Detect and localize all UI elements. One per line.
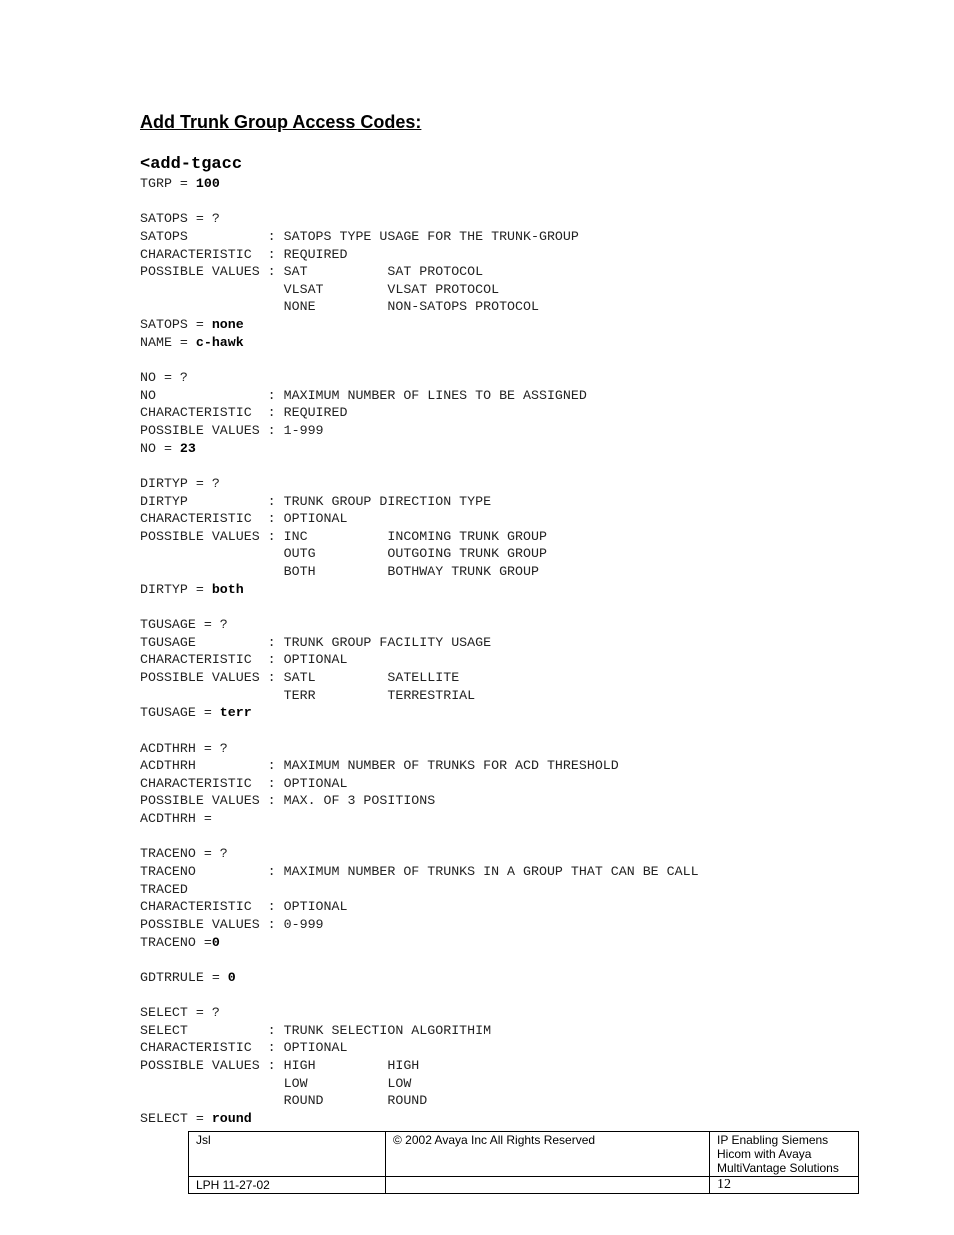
transcript-text: TGUSAGE = ? bbox=[140, 617, 228, 633]
transcript-line bbox=[140, 510, 900, 528]
transcript-text: NAME = bbox=[140, 334, 196, 350]
transcript-text: LOW LOW bbox=[140, 1075, 412, 1091]
transcript-text: TRACENO : MAXIMUM NUMBER OF TRUNKS IN A GROUP THAT CAN BE CALL bbox=[140, 863, 699, 879]
transcript-text: NO = ? bbox=[140, 370, 188, 386]
entered-value: both bbox=[211, 581, 244, 597]
footer-title-line: MultiVantage Solutions bbox=[717, 1161, 839, 1175]
transcript-text: POSSIBLE VALUES : SAT SAT PROTOCOL bbox=[140, 264, 484, 280]
transcript-line bbox=[140, 722, 900, 740]
entered-value: terr bbox=[219, 705, 252, 721]
transcript-line bbox=[140, 704, 900, 722]
transcript-line bbox=[140, 334, 900, 352]
transcript-text: CHARACTERISTIC : REQUIRED bbox=[140, 246, 348, 262]
transcript-line bbox=[140, 1075, 900, 1093]
transcript-text: TGUSAGE = bbox=[140, 705, 220, 721]
transcript-line bbox=[140, 1110, 900, 1128]
transcript-text: NONE NON-SATOPS PROTOCOL bbox=[140, 299, 539, 315]
transcript-text: POSSIBLE VALUES : MAX. OF 3 POSITIONS bbox=[140, 793, 436, 809]
transcript-text: CHARACTERISTIC : OPTIONAL bbox=[140, 511, 348, 527]
transcript-line bbox=[140, 792, 900, 810]
transcript-text: TGUSAGE : TRUNK GROUP FACILITY USAGE bbox=[140, 634, 492, 650]
transcript-text: SATOPS = ? bbox=[140, 211, 220, 227]
transcript-line bbox=[140, 563, 900, 581]
transcript-line bbox=[140, 810, 900, 828]
transcript-text: SELECT : TRUNK SELECTION ALGORITHIM bbox=[140, 1022, 492, 1038]
transcript-text: ACDTHRH = ? bbox=[140, 740, 228, 756]
transcript-text: TRACENO = bbox=[140, 934, 212, 950]
footer-date: LPH 11-27-02 bbox=[189, 1177, 386, 1194]
transcript-line bbox=[140, 651, 900, 669]
transcript-text: NO = bbox=[140, 440, 180, 456]
transcript-text: SELECT = ? bbox=[140, 1005, 220, 1021]
page-footer bbox=[188, 1131, 859, 1194]
entered-value: round bbox=[211, 1110, 252, 1126]
transcript-line bbox=[140, 740, 900, 758]
transcript-line bbox=[140, 422, 900, 440]
transcript-line bbox=[140, 828, 900, 846]
transcript-line bbox=[140, 1022, 900, 1040]
transcript-line bbox=[140, 1092, 900, 1110]
transcript-text: BOTH BOTHWAY TRUNK GROUP bbox=[140, 564, 539, 580]
transcript-line bbox=[140, 475, 900, 493]
transcript-text: POSSIBLE VALUES : INC INCOMING TRUNK GROUP bbox=[140, 528, 547, 544]
transcript-line bbox=[140, 757, 900, 775]
transcript-text: ACDTHRH = bbox=[140, 811, 212, 827]
transcript-text: TRACENO = ? bbox=[140, 846, 228, 862]
transcript-text: CHARACTERISTIC : REQUIRED bbox=[140, 405, 348, 421]
transcript-text: POSSIBLE VALUES : HIGH HIGH bbox=[140, 1058, 420, 1074]
transcript-text: CHARACTERISTIC : OPTIONAL bbox=[140, 652, 348, 668]
transcript-text: CHARACTERISTIC : OPTIONAL bbox=[140, 1040, 348, 1056]
transcript-line bbox=[140, 193, 900, 211]
entered-value: none bbox=[211, 317, 244, 333]
transcript-text: OUTG OUTGOING TRUNK GROUP bbox=[140, 546, 547, 562]
transcript-line bbox=[140, 404, 900, 422]
page-number: 12 bbox=[710, 1177, 859, 1194]
footer-author: Jsl bbox=[189, 1132, 386, 1177]
transcript-line bbox=[140, 669, 900, 687]
footer-copyright: © 2002 Avaya Inc All Rights Reserved bbox=[386, 1132, 710, 1177]
transcript-line bbox=[140, 881, 900, 899]
footer-title-line: IP Enabling Siemens bbox=[717, 1133, 829, 1147]
footer-title-line: Hicom with Avaya bbox=[717, 1147, 812, 1161]
entered-value: 0 bbox=[211, 934, 220, 950]
footer-title bbox=[710, 1132, 859, 1177]
transcript-line bbox=[140, 616, 900, 634]
transcript-line bbox=[140, 845, 900, 863]
entered-value: 23 bbox=[179, 440, 196, 456]
transcript-line bbox=[140, 969, 900, 987]
transcript-text: CHARACTERISTIC : OPTIONAL bbox=[140, 775, 348, 791]
transcript-line bbox=[140, 1039, 900, 1057]
transcript-text: DIRTYP = bbox=[140, 581, 212, 597]
transcript-line bbox=[140, 986, 900, 1004]
transcript-line bbox=[140, 634, 900, 652]
transcript-line bbox=[140, 581, 900, 599]
transcript-text: SATOPS : SATOPS TYPE USAGE FOR THE TRUNK-GROUP bbox=[140, 228, 579, 244]
transcript-text: POSSIBLE VALUES : 0-999 bbox=[140, 916, 324, 932]
entered-value: 100 bbox=[195, 176, 220, 191]
transcript-line bbox=[140, 440, 900, 458]
transcript-text: NO : MAXIMUM NUMBER OF LINES TO BE ASSIGNED bbox=[140, 387, 587, 403]
transcript-line bbox=[140, 316, 900, 334]
transcript-line bbox=[140, 263, 900, 281]
transcript-line bbox=[140, 916, 900, 934]
transcript-text: SELECT = bbox=[140, 1110, 212, 1126]
console-transcript bbox=[140, 154, 900, 1128]
transcript-line bbox=[140, 1004, 900, 1022]
transcript-text: DIRTYP : TRUNK GROUP DIRECTION TYPE bbox=[140, 493, 492, 509]
transcript-text: TGRP = bbox=[140, 176, 196, 191]
transcript-line bbox=[140, 545, 900, 563]
transcript-text: VLSAT VLSAT PROTOCOL bbox=[140, 281, 500, 297]
transcript-line bbox=[140, 598, 900, 616]
footer-empty-cell bbox=[386, 1177, 710, 1194]
transcript-line bbox=[140, 298, 900, 316]
transcript-line bbox=[140, 457, 900, 475]
section-heading: Add Trunk Group Access Codes: bbox=[140, 112, 422, 132]
transcript-line bbox=[140, 1057, 900, 1075]
transcript-line bbox=[140, 493, 900, 511]
transcript-line bbox=[140, 863, 900, 881]
transcript-line bbox=[140, 934, 900, 952]
transcript-line bbox=[140, 951, 900, 969]
transcript-text: ACDTHRH : MAXIMUM NUMBER OF TRUNKS FOR ACD THRESHOLD bbox=[140, 758, 619, 774]
transcript-line bbox=[140, 246, 900, 264]
transcript-line bbox=[140, 687, 900, 705]
transcript-text: GDTRRULE = bbox=[140, 969, 228, 985]
entered-value: 0 bbox=[227, 969, 236, 985]
transcript-line bbox=[140, 210, 900, 228]
transcript-text: TERR TERRESTRIAL bbox=[140, 687, 476, 703]
transcript-text: POSSIBLE VALUES : 1-999 bbox=[140, 422, 324, 438]
transcript-line bbox=[140, 528, 900, 546]
transcript-line bbox=[140, 228, 900, 246]
transcript-text: DIRTYP = ? bbox=[140, 475, 220, 491]
transcript-line bbox=[140, 387, 900, 405]
transcript-line bbox=[140, 775, 900, 793]
transcript-line bbox=[140, 369, 900, 387]
transcript-line bbox=[140, 351, 900, 369]
transcript-text: POSSIBLE VALUES : SATL SATELLITE bbox=[140, 669, 460, 685]
transcript-line bbox=[140, 175, 900, 193]
command-line: <add-tgacc bbox=[140, 155, 243, 174]
transcript-line bbox=[140, 281, 900, 299]
transcript-line bbox=[140, 898, 900, 916]
transcript-text: TRACED bbox=[140, 881, 188, 897]
entered-value: c-hawk bbox=[195, 334, 244, 350]
transcript-text: CHARACTERISTIC : OPTIONAL bbox=[140, 899, 348, 915]
transcript-text: ROUND ROUND bbox=[140, 1093, 428, 1109]
transcript-text: SATOPS = bbox=[140, 317, 212, 333]
